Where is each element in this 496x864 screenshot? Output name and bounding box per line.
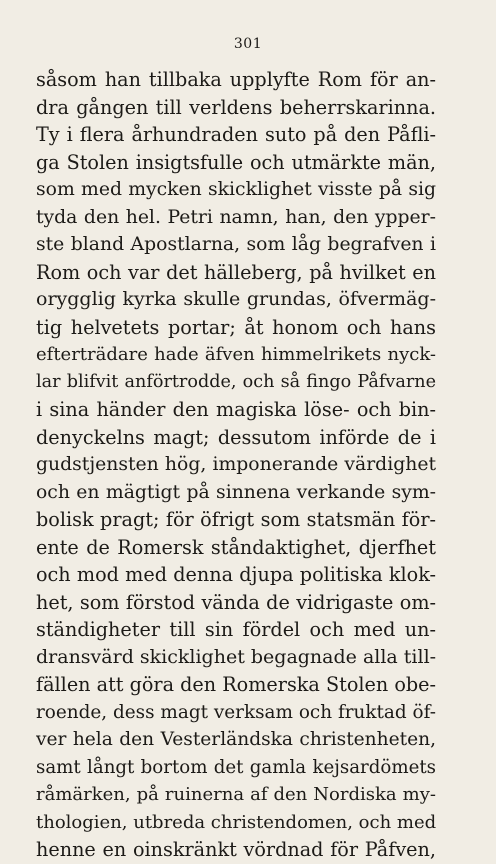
text-line: het, som förstod vända de vidrigaste om-: [36, 590, 436, 614]
text-line: ständigheter till sin fördel och med un-: [36, 618, 436, 641]
text-line: gudstjensten hög, imponerande värdighet: [36, 454, 436, 475]
text-line: och mod med denna djupa politiska klok-: [36, 563, 436, 586]
text-line: dra gången till verldens beherrskarinna.: [36, 95, 436, 119]
text-line: såsom han tillbaka upplyfte Rom för an-: [36, 68, 436, 91]
text-line: thologien, utbreda christendomen, och med: [36, 811, 436, 833]
text-line: som med mycken skicklighet visste på sig: [36, 179, 436, 200]
text-line: Ty i flera århundraden suto på den Påfli-: [36, 123, 436, 146]
text-line: roende, dess magt verksam och fruktad öf-: [36, 701, 436, 723]
text-line: ga Stolen insigtsfulle och utmärkte män,: [36, 150, 436, 174]
body-text: [36, 66, 436, 864]
text-line: ente de Romersk ståndaktighet, djerfhet: [36, 535, 436, 559]
page-number: 301: [233, 36, 263, 52]
text-line: och en mägtigt på sinnena verkande sym-: [36, 481, 436, 503]
text-line: bolisk pragt; för öfrigt som statsmän för-: [36, 508, 436, 531]
text-line: ste bland Apostlarna, som låg begrafven i: [36, 234, 436, 255]
text-line: Rom och var det hälleberg, på hvilket en: [36, 260, 436, 284]
text-line: dransvärd skicklighet begagnade alla till-: [36, 645, 436, 668]
text-line: råmärken, på ruinerna af den Nordiska my-: [36, 784, 436, 805]
text-line: henne en oinskränkt vördnad för Påfven,: [36, 838, 436, 861]
text-line: tyda den hel. Petri namn, han, den ypper-: [36, 206, 436, 228]
text-line: efterträdare hade äfven himmelrikets nyck-: [36, 344, 436, 365]
text-line: orygglig kyrka skulle grundas, öfvermäg-: [36, 288, 436, 310]
text-line: fällen att göra den Romerska Stolen obe-: [36, 673, 436, 696]
text-line: samt långt bortom det gamla kejsardömets: [36, 756, 436, 778]
text-line: i sina händer den magiska löse- och bin-: [36, 398, 436, 421]
text-line: lar blifvit anförtrodde, och så fingo Påfvarne: [36, 371, 436, 392]
text-line: tig helvetets portar; åt honom och hans: [36, 315, 436, 339]
text-line: ver hela den Vesterländska christenheten,: [36, 729, 436, 750]
text-line: denyckelns magt; dessutom införde de i: [36, 425, 436, 449]
